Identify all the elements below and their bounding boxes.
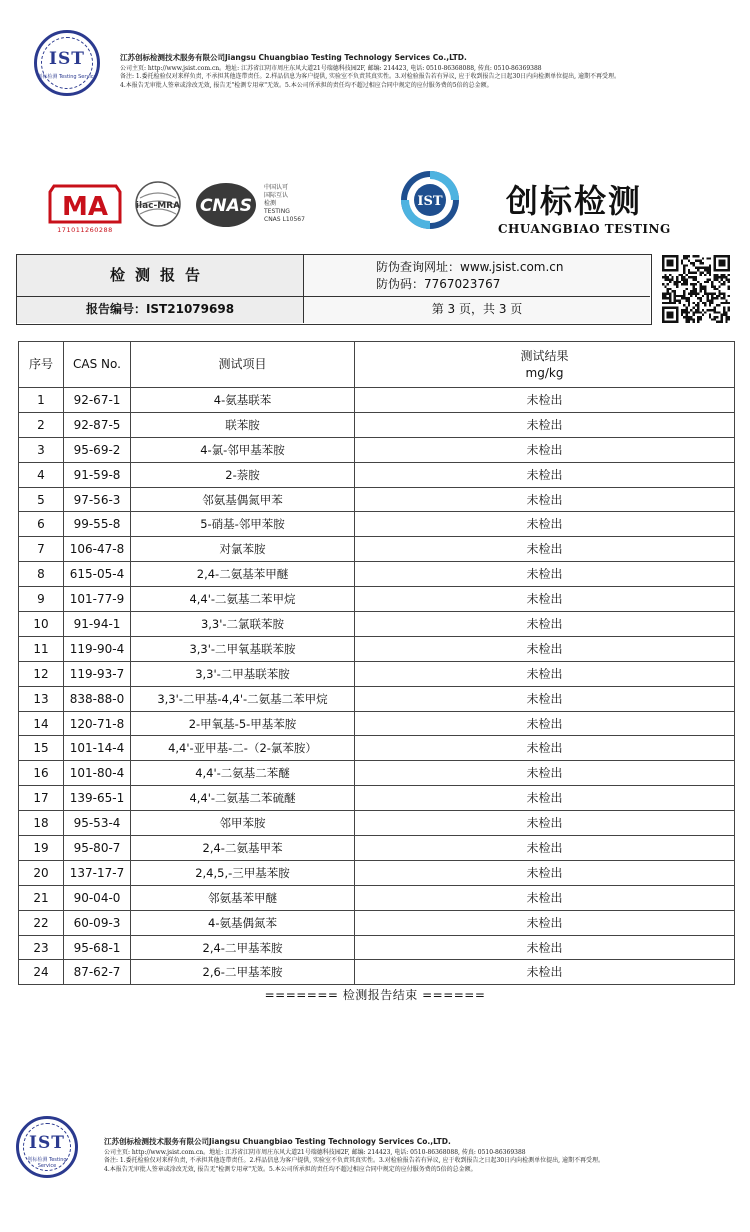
row-item: 3,3'-二氯联苯胺 — [131, 612, 355, 637]
ilac-mra-logo — [134, 180, 182, 228]
row-cas: 95-80-7 — [64, 836, 131, 861]
row-seq: 13 — [19, 686, 64, 711]
row-seq: 7 — [19, 537, 64, 562]
row-cas: 99-55-8 — [64, 512, 131, 537]
row-seq: 6 — [19, 512, 64, 537]
page-info: 第 3 页，共 3 页 — [304, 297, 650, 323]
header-strip — [0, 28, 750, 108]
header-result-label: 测试结果 — [520, 348, 569, 363]
row-seq: 9 — [19, 587, 64, 612]
table-row — [19, 612, 735, 637]
table-row — [19, 860, 735, 885]
table-row — [19, 711, 735, 736]
row-item: 2-甲氧基-5-甲基苯胺 — [131, 711, 355, 736]
row-result: 未检出 — [355, 587, 735, 612]
row-cas: 139-65-1 — [64, 786, 131, 811]
row-result: 未检出 — [355, 661, 735, 686]
antifake-info — [304, 255, 650, 297]
row-cas: 137-17-7 — [64, 860, 131, 885]
row-cas: 91-59-8 — [64, 462, 131, 487]
row-item: 3,3'-二甲基联苯胺 — [131, 661, 355, 686]
svg-text:ilac-MRA: ilac-MRA — [135, 201, 181, 211]
table-row — [19, 562, 735, 587]
header-notes-line: 备注: 1.委托检验仅对来样负责, 不承担其他连带责任。2.样品信息为客户提供, 实验室不负责其真实性。3.对检验报告若有异议, 应于收到报告之日起30日内向检测单位提出, 逾期不再受理。 — [120, 73, 620, 80]
row-item: 邻甲苯胺 — [131, 811, 355, 836]
footer-contact-line: 公司主页: http://www.jsist.com.cn。地址: 江苏省江阴市周庄东风大道21号瑞德科技园2F, 邮编: 214423, 电话: 0510-86368088, 传真: 0510-86369388 — [104, 1148, 526, 1156]
row-result: 未检出 — [355, 537, 735, 562]
row-seq: 12 — [19, 661, 64, 686]
row-result: 未检出 — [355, 437, 735, 462]
header-contact-line: 公司主页: http://www.jsist.com.cn。地址: 江苏省江阴市周庄东风大道21号瑞德科技园2F, 邮编: 214423, 电话: 0510-86368088, 传真: 0510-86369388 — [120, 64, 542, 72]
row-item: 2,6-二甲基苯胺 — [131, 960, 355, 985]
svg-text:CNAS: CNAS — [199, 196, 253, 216]
row-cas: 106-47-8 — [64, 537, 131, 562]
ist-logo-footer-text: IST — [29, 1133, 65, 1153]
row-item: 4-氨基联苯 — [131, 388, 355, 413]
row-item: 4-氯-邻甲基苯胺 — [131, 437, 355, 462]
row-seq: 11 — [19, 636, 64, 661]
row-seq: 17 — [19, 786, 64, 811]
row-cas: 101-77-9 — [64, 587, 131, 612]
row-cas: 95-69-2 — [64, 437, 131, 462]
header-company-name: 江苏创标检测技术服务有限公司Jiangsu Chuangbiao Testing Technology Services Co.,LTD. — [120, 53, 467, 62]
row-item: 2-萘胺 — [131, 462, 355, 487]
row-cas: 101-14-4 — [64, 736, 131, 761]
row-cas: 60-09-3 — [64, 910, 131, 935]
row-cas: 87-62-7 — [64, 960, 131, 985]
table-row — [19, 686, 735, 711]
row-seq: 24 — [19, 960, 64, 985]
row-result: 未检出 — [355, 736, 735, 761]
table-row — [19, 412, 735, 437]
table-row — [19, 388, 735, 413]
table-row — [19, 462, 735, 487]
table-row — [19, 761, 735, 786]
footer-company-info — [104, 1138, 604, 1174]
row-item: 邻氨基苯甲醚 — [131, 885, 355, 910]
row-result: 未检出 — [355, 512, 735, 537]
footer-strip — [0, 1112, 750, 1192]
svg-text:MA: MA — [62, 192, 108, 222]
header-notes-line-2: 4.本报告无审批人签章或涂改无效, 报告无"检测专用章"无效。5.本公司所承担的责任均不超过相应合同中规定的应付服务费的5倍的总金额。 — [120, 81, 493, 89]
row-item: 联苯胺 — [131, 412, 355, 437]
row-cas: 119-93-7 — [64, 661, 131, 686]
row-seq: 4 — [19, 462, 64, 487]
accreditation-logos — [46, 180, 346, 240]
row-result: 未检出 — [355, 612, 735, 637]
row-result: 未检出 — [355, 711, 735, 736]
row-item: 2,4-二甲基苯胺 — [131, 935, 355, 960]
row-cas: 91-94-1 — [64, 612, 131, 637]
row-cas: 92-87-5 — [64, 412, 131, 437]
row-result: 未检出 — [355, 388, 735, 413]
row-seq: 15 — [19, 736, 64, 761]
report-info-box — [16, 254, 652, 325]
row-item: 2,4-二氨基苯甲醚 — [131, 562, 355, 587]
brand-name-en: CHUANGBIAO TESTING — [498, 222, 671, 236]
row-result: 未检出 — [355, 786, 735, 811]
antifake-url: 防伪查询网址：www.jsist.com.cn — [376, 260, 564, 274]
table-row — [19, 960, 735, 985]
row-cas: 92-67-1 — [64, 388, 131, 413]
ist-logo-footer — [16, 1116, 78, 1178]
row-cas: 95-53-4 — [64, 811, 131, 836]
footer-notes-line-2: 4.本报告无审批人签章或涂改无效, 报告无"检测专用章"无效。5.本公司所承担的责任均不超过相应合同中规定的应付服务费的5倍的总金额。 — [104, 1165, 477, 1173]
row-result: 未检出 — [355, 412, 735, 437]
table-row — [19, 437, 735, 462]
row-seq: 14 — [19, 711, 64, 736]
row-item: 4-氨基偶氮苯 — [131, 910, 355, 935]
ist-logo-text: IST — [49, 49, 85, 69]
row-cas: 615-05-4 — [64, 562, 131, 587]
table-row — [19, 836, 735, 861]
row-item: 4,4'-二氨基二苯甲烷 — [131, 587, 355, 612]
row-item: 4,4'-亚甲基-二-（2-氯苯胺） — [131, 736, 355, 761]
row-item: 4,4'-二氨基二苯硫醚 — [131, 786, 355, 811]
header-result-unit: mg/kg — [525, 365, 564, 380]
table-row — [19, 910, 735, 935]
table-row — [19, 487, 735, 512]
header-result — [355, 342, 735, 388]
report-number: 报告编号：IST21079698 — [17, 297, 304, 323]
row-cas: 97-56-3 — [64, 487, 131, 512]
row-item: 3,3'-二甲基-4,4'-二氨基二苯甲烷 — [131, 686, 355, 711]
qr-code — [662, 255, 730, 323]
row-cas: 838-88-0 — [64, 686, 131, 711]
row-seq: 1 — [19, 388, 64, 413]
row-result: 未检出 — [355, 487, 735, 512]
header-cas: CAS No. — [64, 342, 131, 388]
svg-text:IST: IST — [417, 194, 443, 209]
footer-company-name: 江苏创标检测技术服务有限公司Jiangsu Chuangbiao Testing Technology Services Co.,LTD. — [104, 1137, 451, 1146]
row-result: 未检出 — [355, 935, 735, 960]
row-seq: 8 — [19, 562, 64, 587]
row-seq: 21 — [19, 885, 64, 910]
row-item: 3,3'-二甲氧基联苯胺 — [131, 636, 355, 661]
ist-logo-subtext: 创标检测 Testing Service — [37, 74, 97, 80]
report-title: 检测报告 — [17, 255, 304, 297]
table-row — [19, 587, 735, 612]
table-row — [19, 885, 735, 910]
row-seq: 16 — [19, 761, 64, 786]
row-item: 2,4-二氨基甲苯 — [131, 836, 355, 861]
report-end-line: ======= 检测报告结束 ====== — [264, 988, 486, 1002]
table-row — [19, 935, 735, 960]
row-seq: 10 — [19, 612, 64, 637]
table-row — [19, 512, 735, 537]
header-company-info — [120, 54, 620, 90]
row-result: 未检出 — [355, 885, 735, 910]
results-table — [18, 341, 735, 985]
table-row — [19, 537, 735, 562]
row-seq: 23 — [19, 935, 64, 960]
row-result: 未检出 — [355, 761, 735, 786]
row-item: 5-硝基-邻甲苯胺 — [131, 512, 355, 537]
row-cas: 120-71-8 — [64, 711, 131, 736]
ist-logo-footer-subtext: 创标检测 Testing Service — [27, 1157, 67, 1169]
row-seq: 18 — [19, 811, 64, 836]
row-cas: 90-04-0 — [64, 885, 131, 910]
cma-number: 171011260288 — [57, 226, 113, 234]
antifake-code: 防伪码：7767023767 — [376, 277, 501, 291]
table-row — [19, 736, 735, 761]
chuangbiao-logo — [398, 166, 462, 236]
header-item: 测试项目 — [131, 342, 355, 388]
row-seq: 19 — [19, 836, 64, 861]
row-seq: 22 — [19, 910, 64, 935]
table-header-row — [19, 342, 735, 388]
row-result: 未检出 — [355, 636, 735, 661]
row-result: 未检出 — [355, 960, 735, 985]
table-row — [19, 636, 735, 661]
row-seq: 2 — [19, 412, 64, 437]
ist-logo — [34, 30, 100, 96]
row-result: 未检出 — [355, 562, 735, 587]
header-seq: 序号 — [19, 342, 64, 388]
brand-header — [398, 166, 698, 242]
row-result: 未检出 — [355, 860, 735, 885]
row-item: 2,4,5,-三甲基苯胺 — [131, 860, 355, 885]
row-result: 未检出 — [355, 811, 735, 836]
row-item: 邻氨基偶氮甲苯 — [131, 487, 355, 512]
table-row — [19, 661, 735, 686]
table-row — [19, 811, 735, 836]
row-seq: 3 — [19, 437, 64, 462]
row-cas: 119-90-4 — [64, 636, 131, 661]
row-seq: 20 — [19, 860, 64, 885]
row-result: 未检出 — [355, 462, 735, 487]
row-result: 未检出 — [355, 836, 735, 861]
row-result: 未检出 — [355, 910, 735, 935]
row-cas: 95-68-1 — [64, 935, 131, 960]
row-result: 未检出 — [355, 686, 735, 711]
footer-notes-line: 备注: 1.委托检验仅对来样负责, 不承担其他连带责任。2.样品信息为客户提供, 实验室不负责其真实性。3.对检验报告若有异议, 应于收到报告之日起30日内向检测单位提出, 逾期不再受理。 — [104, 1157, 604, 1164]
brand-name-cn: 创标检测 — [506, 182, 643, 220]
table-row — [19, 786, 735, 811]
row-cas: 101-80-4 — [64, 761, 131, 786]
row-seq: 5 — [19, 487, 64, 512]
cnas-accreditation-text: 中国认可 国际互认 检测 TESTING CNAS L10567 — [264, 184, 305, 223]
row-item: 4,4'-二氨基二苯醚 — [131, 761, 355, 786]
row-item: 对氯苯胺 — [131, 537, 355, 562]
